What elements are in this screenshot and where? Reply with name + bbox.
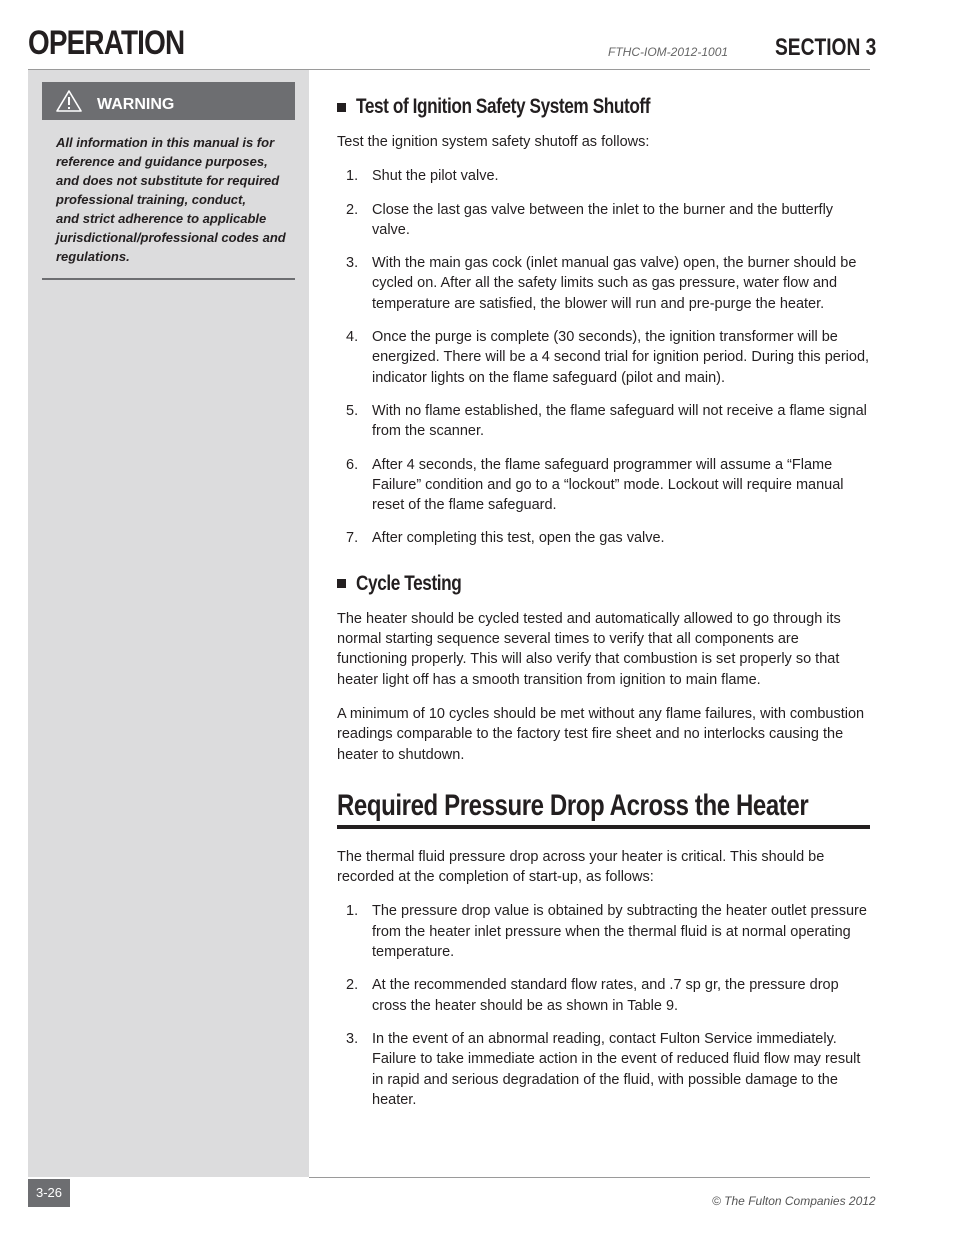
warning-banner xyxy=(42,82,295,120)
cycle-paragraph: The heater should be cycled tested and automatically allowed to go through its normal starting sequence several times to verify that all components are functioning properly. This will also verify that combustion is set properly so that heater light off has a smooth transition from ignition to main flame. xyxy=(337,610,841,688)
list-item: 5. With no flame established, the flame safeguard will not receive a flame signal from the scanner. xyxy=(346,402,867,440)
list-item: 1. The pressure drop value is obtained by subtracting the heater outlet pressure from the heater inlet pressure when the thermal fluid is at normal operating temperature. xyxy=(346,903,867,961)
ignition-steps xyxy=(337,166,870,548)
document-code: FTHC-IOM-2012-1001 xyxy=(608,45,729,59)
cycle-heading: Cycle Testing xyxy=(337,569,870,599)
pressure-heading-rule xyxy=(337,825,870,829)
pressure-heading: Required Pressure Drop Across the Heater xyxy=(337,788,809,822)
heading-bullet xyxy=(337,579,346,588)
page-title: OPERATION xyxy=(28,24,185,62)
list-item: 6. After 4 seconds, the flame safeguard programmer will assume a “Flame Failure” condition and go to a “lockout” mode. Lockout will require manual reset of the flame safeguard. xyxy=(346,456,844,514)
copyright-notice: © The Fulton Companies 2012 xyxy=(712,1194,876,1208)
warning-divider xyxy=(42,278,295,280)
ignition-intro: Test the ignition system safety shutoff as follows: xyxy=(337,134,650,150)
list-item: 3. With the main gas cock (inlet manual gas valve) open, the burner should be cycled on. After all the safety limits such as gas pressure, water flow and temperature are satisfied, the blower will run and pre-purge the heater. xyxy=(346,255,857,312)
ignition-heading: Test of Ignition Safety System Shutoff xyxy=(337,92,870,122)
list-item: 2. Close the last gas valve between the inlet to the burner and the butterfly valve. xyxy=(346,201,834,238)
warning-text-line: reference and guidance purposes, xyxy=(56,154,268,169)
page-number: 3-26 xyxy=(28,1179,70,1207)
list-item: 1. Shut the pilot valve. xyxy=(346,168,499,185)
warning-text xyxy=(56,133,286,266)
list-item: 4. Once the purge is complete (30 seconds), the ignition transformer will be energized. There will be a 4 second trial for ignition period. During this period, indicator lights on the flame safeguard (pilot and main). xyxy=(346,329,870,386)
warning-text-line: jurisdictional/professional codes and xyxy=(56,230,286,245)
pressure-intro: The thermal fluid pressure drop across your heater is critical. This should be recorded at the completion of start-up, as follows: xyxy=(337,848,825,886)
warning-text-line: and strict adherence to applicable xyxy=(56,211,267,226)
warning-text-line: All information in this manual is for xyxy=(56,135,275,150)
section-label: SECTION 3 xyxy=(775,34,877,61)
warning-text-line: regulations. xyxy=(56,249,130,264)
heading-bullet xyxy=(337,103,346,112)
pressure-steps xyxy=(337,901,870,1110)
warning-label: WARNING xyxy=(97,96,175,113)
list-item: 2. At the recommended standard flow rates, and .7 sp gr, the pressure drop cross the heater should be as shown in Table 9. xyxy=(346,977,839,1014)
list-item: 3. In the event of an abnormal reading, contact Fulton Service immediately. Failure to take immediate action in the event of reduced fluid flow may result in rapid and serious degradation of the fluid, with possible damage to the heater. xyxy=(346,1030,861,1108)
warning-triangle-icon xyxy=(56,90,82,112)
warning-text-line: and does not substitute for required xyxy=(56,173,280,188)
warning-text-line: professional training, conduct, xyxy=(56,192,246,207)
footer-divider xyxy=(309,1177,870,1178)
cycle-paragraph: A minimum of 10 cycles should be met without any flame failures, with combustion readings comparable to the factory test fire sheet and no interlocks causing the heater to shutdown. xyxy=(337,705,865,763)
list-item: 7. After completing this test, open the gas valve. xyxy=(346,530,665,547)
main-content xyxy=(337,92,870,1110)
